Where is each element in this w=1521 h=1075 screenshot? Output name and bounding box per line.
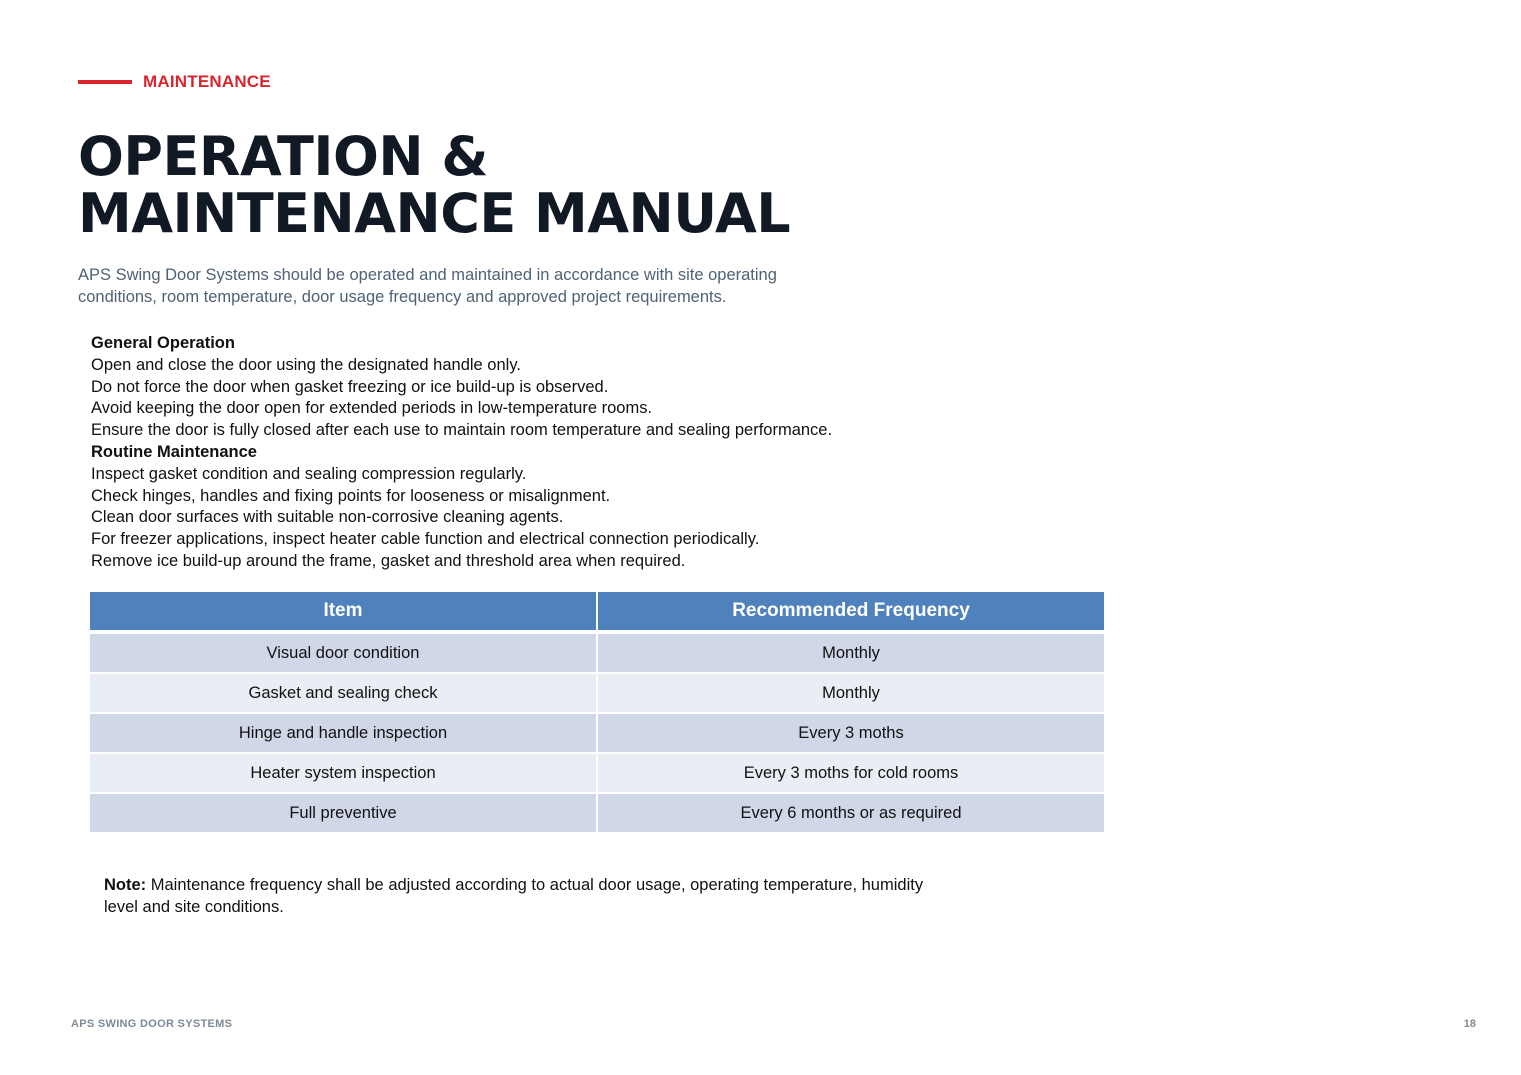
section-rule <box>78 80 132 84</box>
note-label: Note: <box>104 876 147 894</box>
frequency-cell: Every 6 months or as required <box>597 793 1104 833</box>
section-label: MAINTENANCE <box>143 72 271 91</box>
page-title <box>78 125 791 245</box>
column-header-frequency: Recommended Frequency <box>597 592 1104 632</box>
general-operation-item: Ensure the door is fully closed after each use to maintain room temperature and sealing performance. <box>91 421 833 440</box>
table-row <box>90 793 1104 833</box>
operation-instructions <box>91 333 991 573</box>
routine-maintenance-item: For freezer applications, inspect heater cable function and electrical connection periodically. <box>91 530 760 549</box>
table-row <box>90 713 1104 753</box>
table-row <box>90 753 1104 793</box>
general-operation-item: Avoid keeping the door open for extended periods in low-temperature rooms. <box>91 399 653 418</box>
footer-brand: APS SWING DOOR SYSTEMS <box>71 1018 233 1030</box>
routine-maintenance-heading: Routine Maintenance <box>91 442 257 461</box>
page-title-line-2: MAINTENANCE MANUAL <box>78 182 791 245</box>
routine-maintenance-item: Remove ice build-up around the frame, gasket and threshold area when required. <box>91 551 686 570</box>
item-cell: Gasket and sealing check <box>90 673 597 713</box>
table-row <box>90 673 1104 713</box>
table-row <box>90 632 1104 673</box>
table-header-row <box>90 592 1104 632</box>
maintenance-frequency-table <box>90 592 1104 834</box>
frequency-cell: Monthly <box>597 673 1104 713</box>
general-operation-heading: General Operation <box>91 334 235 352</box>
note-text: Maintenance frequency shall be adjusted according to actual door usage, operating temperature, humidity level and site conditions. <box>104 876 924 916</box>
item-cell: Hinge and handle inspection <box>90 713 597 753</box>
item-cell: Heater system inspection <box>90 753 597 793</box>
frequency-cell: Monthly <box>597 632 1104 673</box>
page-number: 18 <box>1463 1018 1476 1030</box>
page-title-line-1: OPERATION & <box>78 125 488 188</box>
note-paragraph <box>104 874 934 918</box>
item-cell: Full preventive <box>90 793 597 833</box>
frequency-cell: Every 3 moths for cold rooms <box>597 753 1104 793</box>
item-cell: Visual door condition <box>90 632 597 673</box>
general-operation-item: Open and close the door using the designated handle only. <box>91 355 521 374</box>
routine-maintenance-item: Clean door surfaces with suitable non-corrosive cleaning agents. <box>91 508 564 527</box>
intro-paragraph: APS Swing Door Systems should be operated and maintained in accordance with site operating conditions, room temperature, door usage frequency and approved project requirements. <box>78 266 777 306</box>
routine-maintenance-item: Inspect gasket condition and sealing compression regularly. <box>91 464 527 483</box>
general-operation-item: Do not force the door when gasket freezing or ice build-up is observed. <box>91 377 609 396</box>
column-header-item: Item <box>90 592 597 632</box>
section-tag <box>78 72 271 92</box>
frequency-cell: Every 3 moths <box>597 713 1104 753</box>
routine-maintenance-item: Check hinges, handles and fixing points for looseness or misalignment. <box>91 486 611 505</box>
